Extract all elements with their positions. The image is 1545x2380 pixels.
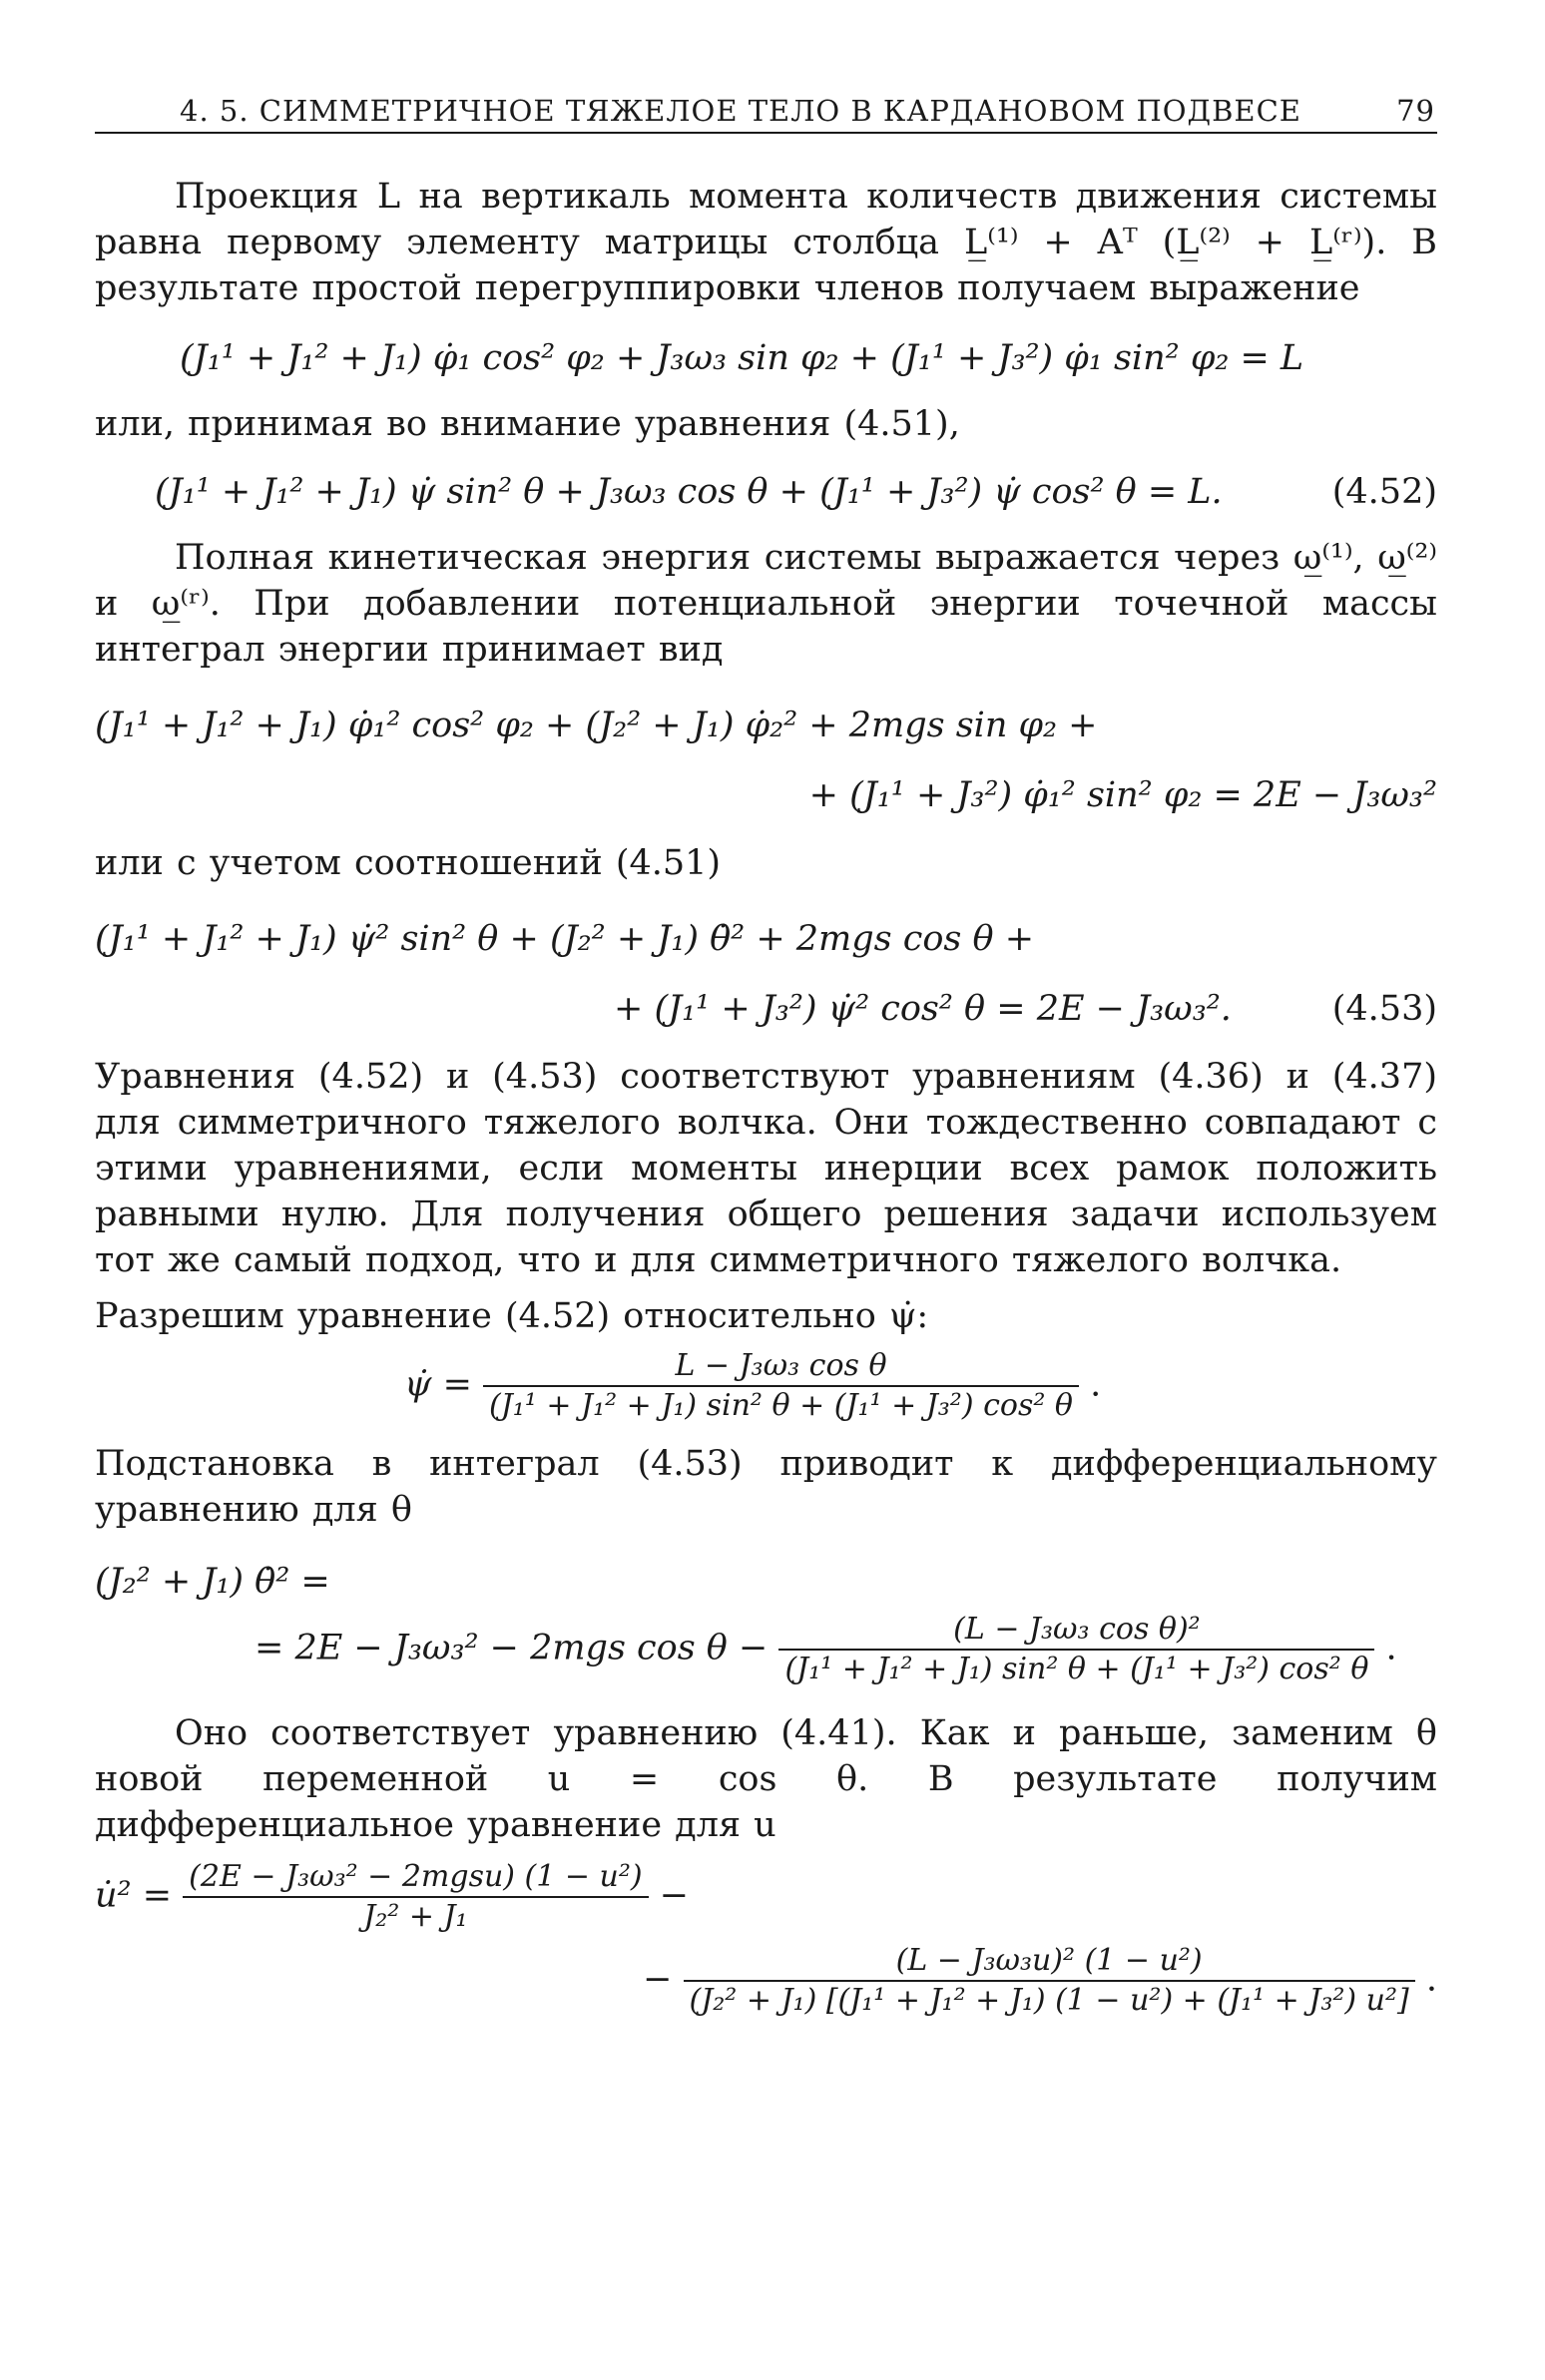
paragraph-1: Проекция L на вертикаль момента количеств движения системы равна первому элементу матрицы столбца L̲⁽¹⁾ + Aᵀ (L̲⁽²⁾ + L̲⁽ʳ⁾). В результате простой перегруппировки членов получаем выражение xyxy=(95,177,1437,308)
equation-energy-line-2 xyxy=(95,772,1437,818)
equation-4-52-body: (J₁¹ + J₁² + J₁) ψ̇ sin² θ + J₃ω₃ cos θ + (J₁¹ + J₃²) ψ̇ cos² θ = L. xyxy=(155,472,1223,512)
equation-u-line-1-minus: − xyxy=(659,1875,690,1916)
equation-energy-line-2-body: + (J₁¹ + J₃²) φ̇₁² sin² φ₂ = 2E − J₃ω₃² xyxy=(808,775,1437,815)
equation-u-fraction-2 xyxy=(684,1942,1415,2020)
paragraph-6: Разрешим уравнение (4.52) относительно ψ̇: xyxy=(95,1296,929,1336)
equation-psi-dot-denominator: (J₁¹ + J₁² + J₁) sin² θ + (J₁¹ + J₃²) cos² θ xyxy=(489,1388,1073,1423)
equation-4-53-line-1-body: (J₁¹ + J₁² + J₁) ψ̇² sin² θ + (J₂² + J₁) θ̇² + 2mgs cos θ + xyxy=(95,919,1035,959)
equation-theta-line-1-body: (J₂² + J₁) θ̇² = xyxy=(95,1562,330,1602)
equation-psi-dot-lhs: ψ̇ = xyxy=(404,1364,472,1405)
equation-u-denominator-2: (J₂² + J₁) [(J₁¹ + J₁² + J₁) (1 − u²) + (J₁¹ + J₃²) u²] xyxy=(689,1983,1409,2018)
equation-theta-numerator: (L − J₃ω₃ cos θ)² xyxy=(778,1611,1374,1651)
equation-u-fraction-1 xyxy=(183,1858,648,1936)
equation-theta-line-1 xyxy=(95,1559,1437,1605)
equation-1-body: (J₁¹ + J₁² + J₁) φ̇₁ cos² φ₂ + J₃ω₃ sin φ₂ + (J₁¹ + J₃²) φ̇₁ sin² φ₂ = L xyxy=(180,338,1304,378)
equation-u-denominator-1: J₂² + J₁ xyxy=(363,1899,468,1934)
equation-4-52 xyxy=(95,469,1437,515)
equation-u-numerator-1: (2E − J₃ω₃² − 2mgsu) (1 − u²) xyxy=(183,1858,648,1898)
equation-energy-line-1 xyxy=(95,703,1437,748)
chapter-title: 4. 5. СИММЕТРИЧНОЕ ТЯЖЕЛОЕ ТЕЛО В КАРДАНОВОМ ПОДВЕСЕ xyxy=(180,94,1301,128)
equation-theta-denominator: (J₁¹ + J₁² + J₁) sin² θ + (J₁¹ + J₃²) cos² θ xyxy=(784,1652,1369,1686)
paragraph-3: Полная кинетическая энергия системы выражается через ω̲⁽¹⁾, ω̲⁽²⁾ и ω̲⁽ʳ⁾. При добавлении потенциальной энергии точечной массы интеграл энергии принимает вид xyxy=(95,538,1437,670)
equation-1 xyxy=(95,335,1437,381)
equation-u-line-1-lhs: u̇² = xyxy=(95,1875,173,1916)
paragraph-2: или, принимая во внимание уравнения (4.51), xyxy=(95,404,960,444)
equation-u-line-2-lhs: − xyxy=(643,1959,673,2000)
equation-number-4-52: (4.52) xyxy=(1331,472,1437,512)
equation-theta-line-2-lhs: = 2E − J₃ω₃² − 2mgs cos θ − xyxy=(255,1628,769,1668)
page-number: 79 xyxy=(1396,94,1435,128)
equation-4-53-line-1 xyxy=(95,916,1437,962)
page xyxy=(95,88,1437,2020)
equation-psi-dot-fraction xyxy=(483,1347,1079,1425)
equation-u-line-2 xyxy=(95,1942,1437,2020)
equation-psi-dot-period: . xyxy=(1090,1364,1102,1405)
paragraph-4: или с учетом соотношений (4.51) xyxy=(95,843,722,883)
paragraph-5: Уравнения (4.52) и (4.53) соответствуют уравнениям (4.36) и (4.37) для симметричного тяжелого волчка. Они тождественно совпадают с этими уравнениями, если моменты инерции всех рамок положить равными нулю. Для получения общего решения задачи используем тот же самый подход, что и для симметричного тяжелого волчка. xyxy=(95,1057,1437,1280)
equation-theta-period: . xyxy=(1385,1628,1397,1668)
equation-psi-dot-numerator: L − J₃ω₃ cos θ xyxy=(483,1347,1079,1387)
equation-u-numerator-2: (L − J₃ω₃u)² (1 − u²) xyxy=(684,1942,1415,1982)
paragraph-8: Оно соответствует уравнению (4.41). Как и раньше, заменим θ новой переменной u = cos θ. В результате получим дифференциальное уравнение для u xyxy=(95,1713,1437,1845)
equation-4-53-line-2-body: + (J₁¹ + J₃²) ψ̇² cos² θ = 2E − J₃ω₃². xyxy=(614,989,1232,1029)
equation-theta-line-2 xyxy=(95,1611,1437,1688)
equation-u-line-1 xyxy=(95,1858,1437,1936)
equation-number-4-53: (4.53) xyxy=(1331,989,1437,1029)
equation-psi-dot xyxy=(95,1347,1437,1425)
equation-energy-line-1-body: (J₁¹ + J₁² + J₁) φ̇₁² cos² φ₂ + (J₂² + J₁) φ̇₂² + 2mgs sin φ₂ + xyxy=(95,706,1098,745)
equation-4-53-line-2 xyxy=(95,986,1437,1032)
equation-u-period: . xyxy=(1425,1959,1437,2000)
running-header xyxy=(95,88,1437,134)
equation-theta-fraction xyxy=(778,1611,1374,1688)
paragraph-7: Подстановка в интеграл (4.53) приводит к дифференциальному уравнению для θ xyxy=(95,1444,1437,1530)
